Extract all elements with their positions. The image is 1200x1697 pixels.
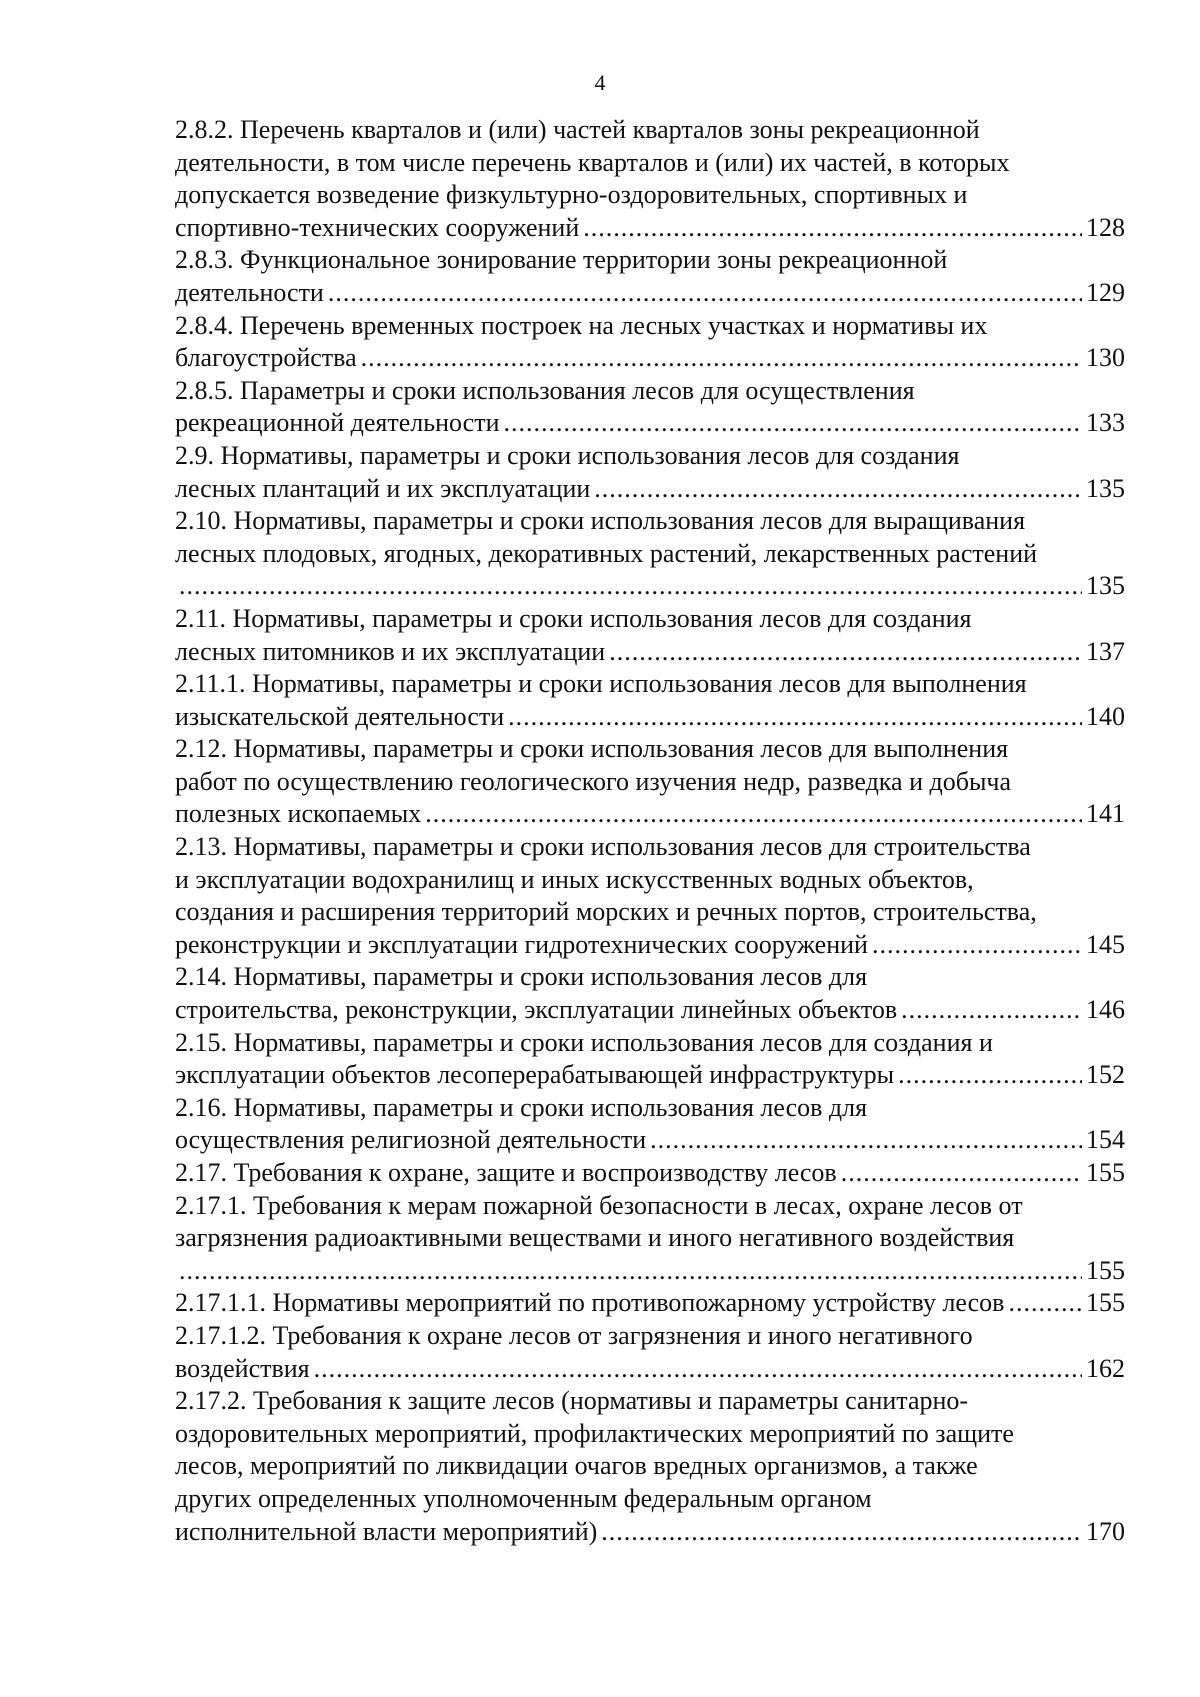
toc-entry-leader-line xyxy=(175,1287,1125,1320)
toc-page-number: 152 xyxy=(1086,1060,1125,1090)
toc-entry-text-line: других определенных уполномоченным федеральным органом xyxy=(175,1483,872,1513)
toc-page-number: 141 xyxy=(1086,799,1125,829)
toc-entry-text-line: 2.12. Нормативы, параметры и сроки использования лесов для выполнения xyxy=(175,734,1009,764)
toc-page-number: 129 xyxy=(1086,277,1125,307)
toc-entry[interactable] xyxy=(175,375,1125,440)
dot-leader xyxy=(650,1124,1082,1157)
toc-entry-text-line: 2.17.1.1. Нормативы мероприятий по противопожарному устройству лесов xyxy=(175,1288,1005,1318)
dot-leader xyxy=(179,570,1082,603)
toc-entry-text-line: лесных плантаций и их эксплуатации xyxy=(175,473,591,503)
toc-entry-text-line: 2.8.5. Параметры и сроки использования лесов для осуществления xyxy=(175,375,915,405)
toc-entry[interactable] xyxy=(175,505,1125,603)
toc-entry-leader-line xyxy=(175,1157,1125,1190)
toc-entry-leader-line xyxy=(175,1255,1125,1288)
toc-entry-leader-line xyxy=(175,342,1125,375)
toc-page-number: 145 xyxy=(1086,929,1125,959)
toc-entry[interactable] xyxy=(175,1287,1125,1320)
toc-page-number: 155 xyxy=(1086,1288,1125,1318)
toc-entry[interactable] xyxy=(175,603,1125,668)
toc-page-number: 135 xyxy=(1086,473,1125,503)
toc-page-number: 128 xyxy=(1086,212,1125,242)
toc-entry-text-line: изыскательской деятельности xyxy=(175,701,505,731)
dot-leader xyxy=(503,407,1082,440)
toc-page-number: 135 xyxy=(1086,571,1125,601)
toc-entry-text-line: 2.10. Нормативы, параметры и сроки использования лесов для выращивания xyxy=(175,506,1026,536)
toc-page-number: 140 xyxy=(1086,701,1125,731)
toc-entry-text-line: 2.9. Нормативы, параметры и сроки использования лесов для создания xyxy=(175,440,960,470)
table-of-contents xyxy=(175,114,1125,1548)
toc-entry-leader-line xyxy=(175,277,1125,310)
toc-entry[interactable] xyxy=(175,831,1125,961)
toc-entry-leader-line xyxy=(175,636,1125,669)
toc-entry-text-line: 2.11.1. Нормативы, параметры и сроки использования лесов для выполнения xyxy=(175,669,1027,699)
dot-leader xyxy=(1008,1287,1082,1320)
toc-entry-text-line: деятельности xyxy=(175,277,324,307)
toc-entry-text-line: спортивно-технических сооружений xyxy=(175,212,580,242)
toc-entry-text-line: деятельности, в том числе перечень кварталов и (или) их частей, в которых xyxy=(175,147,1010,177)
dot-leader xyxy=(601,1516,1082,1549)
dot-leader xyxy=(872,929,1082,962)
dot-leader xyxy=(314,1353,1082,1386)
toc-entry-text-line: работ по осуществлению геологического изучения недр, разведка и добыча xyxy=(175,766,1012,796)
toc-entry[interactable] xyxy=(175,961,1125,1026)
dot-leader xyxy=(425,798,1082,831)
toc-entry[interactable] xyxy=(175,244,1125,309)
toc-entry[interactable] xyxy=(175,310,1125,375)
toc-entry-leader-line xyxy=(175,994,1125,1027)
dot-leader xyxy=(328,277,1082,310)
toc-entry[interactable] xyxy=(175,114,1125,244)
dot-leader xyxy=(901,994,1082,1027)
toc-entry[interactable] xyxy=(175,1320,1125,1385)
dot-leader xyxy=(179,1255,1082,1288)
dot-leader xyxy=(609,636,1082,669)
toc-entry-leader-line xyxy=(175,407,1125,440)
toc-entry-text-line: 2.16. Нормативы, параметры и сроки использования лесов для xyxy=(175,1092,868,1122)
toc-entry-text-line: и эксплуатации водохранилищ и иных искусственных водных объектов, xyxy=(175,864,974,894)
toc-page-number: 162 xyxy=(1086,1353,1125,1383)
toc-page-number: 146 xyxy=(1086,995,1125,1025)
toc-entry-leader-line xyxy=(175,212,1125,245)
toc-entry-leader-line xyxy=(175,473,1125,506)
toc-entry-text-line: создания и расширения территорий морских и речных портов, строительства, xyxy=(175,897,1037,927)
toc-entry-text-line: полезных ископаемых xyxy=(175,799,422,829)
toc-page-number: 155 xyxy=(1086,1255,1125,1285)
toc-entry-text-line: 2.8.2. Перечень кварталов и (или) частей кварталов зоны рекреационной xyxy=(175,115,980,144)
toc-entry[interactable] xyxy=(175,1092,1125,1157)
toc-entry-text-line: 2.14. Нормативы, параметры и сроки использования лесов для xyxy=(175,962,868,992)
toc-entry-leader-line xyxy=(175,1516,1125,1549)
toc-entry-text-line: лесных питомников и их эксплуатации xyxy=(175,636,606,666)
toc-entry-text-line: 2.15. Нормативы, параметры и сроки использования лесов для создания и xyxy=(175,1027,993,1057)
dot-leader xyxy=(898,1059,1082,1092)
toc-entry[interactable] xyxy=(175,1157,1125,1190)
toc-entry-text-line: 2.17.1. Требования к мерам пожарной безопасности в лесах, охране лесов от xyxy=(175,1190,1023,1220)
toc-entry-leader-line xyxy=(175,701,1125,734)
toc-entry-text-line: лесных плодовых, ягодных, декоративных растений, лекарственных растений xyxy=(175,538,1038,568)
toc-entry[interactable] xyxy=(175,440,1125,505)
toc-page-number: 130 xyxy=(1086,343,1125,373)
toc-entry-leader-line xyxy=(175,1059,1125,1092)
toc-entry-text-line: строительства, реконструкции, эксплуатации линейных объектов xyxy=(175,995,898,1025)
toc-entry-text-line: 2.8.4. Перечень временных построек на лесных участках и нормативы их xyxy=(175,310,988,340)
toc-page-number: 170 xyxy=(1086,1516,1125,1546)
toc-entry-text-line: 2.13. Нормативы, параметры и сроки использования лесов для строительства xyxy=(175,832,1031,862)
dot-leader xyxy=(361,342,1082,375)
toc-page-number: 137 xyxy=(1086,636,1125,666)
toc-entry-text-line: 2.17.2. Требования к защите лесов (нормативы и параметры санитарно- xyxy=(175,1386,969,1416)
toc-entry[interactable] xyxy=(175,1385,1125,1548)
toc-entry[interactable] xyxy=(175,1190,1125,1288)
toc-entry-text-line: загрязнения радиоактивными веществами и иного негативного воздействия xyxy=(175,1223,1015,1253)
toc-page-number: 155 xyxy=(1086,1158,1125,1187)
toc-entry-text-line: 2.8.3. Функциональное зонирование территории зоны рекреационной xyxy=(175,245,948,275)
toc-entry-text-line: 2.17.1.2. Требования к охране лесов от загрязнения и иного негативного xyxy=(175,1320,973,1350)
toc-entry[interactable] xyxy=(175,668,1125,733)
dot-leader xyxy=(508,701,1082,734)
page-number: 4 xyxy=(594,70,606,95)
toc-entry-text-line: исполнительной власти мероприятий) xyxy=(175,1516,598,1546)
toc-entry-text-line: допускается возведение физкультурно-оздоровительных, спортивных и xyxy=(175,180,968,210)
toc-entry-leader-line xyxy=(175,1124,1125,1157)
toc-entry-text-line: благоустройства xyxy=(175,343,357,373)
dot-leader xyxy=(583,212,1082,245)
toc-entry-text-line: 2.17. Требования к охране, защите и воспроизводству лесов xyxy=(175,1158,837,1187)
dot-leader xyxy=(841,1157,1082,1190)
toc-entry-leader-line xyxy=(175,798,1125,831)
toc-page-number: 133 xyxy=(1086,408,1125,438)
dot-leader xyxy=(594,473,1082,506)
toc-entry-leader-line xyxy=(175,570,1125,603)
toc-entry-text-line: воздействия xyxy=(175,1353,310,1383)
toc-entry[interactable] xyxy=(175,1027,1125,1092)
toc-entry-text-line: лесов, мероприятий по ликвидации очагов вредных организмов, а также xyxy=(175,1451,978,1481)
toc-entry-text-line: эксплуатации объектов лесоперерабатывающей инфраструктуры xyxy=(175,1060,895,1090)
toc-entry-leader-line xyxy=(175,929,1125,962)
toc-entry-text-line: рекреационной деятельности xyxy=(175,408,500,438)
toc-entry-text-line: 2.11. Нормативы, параметры и сроки использования лесов для создания xyxy=(175,603,972,633)
toc-entry-text-line: осуществления религиозной деятельности xyxy=(175,1125,647,1155)
toc-page-number: 154 xyxy=(1086,1125,1125,1155)
toc-entry-leader-line xyxy=(175,1353,1125,1386)
toc-entry-text-line: реконструкции и эксплуатации гидротехнических сооружений xyxy=(175,929,868,959)
toc-entry[interactable] xyxy=(175,733,1125,831)
toc-entry-text-line: оздоровительных мероприятий, профилактических мероприятий по защите xyxy=(175,1418,1014,1448)
